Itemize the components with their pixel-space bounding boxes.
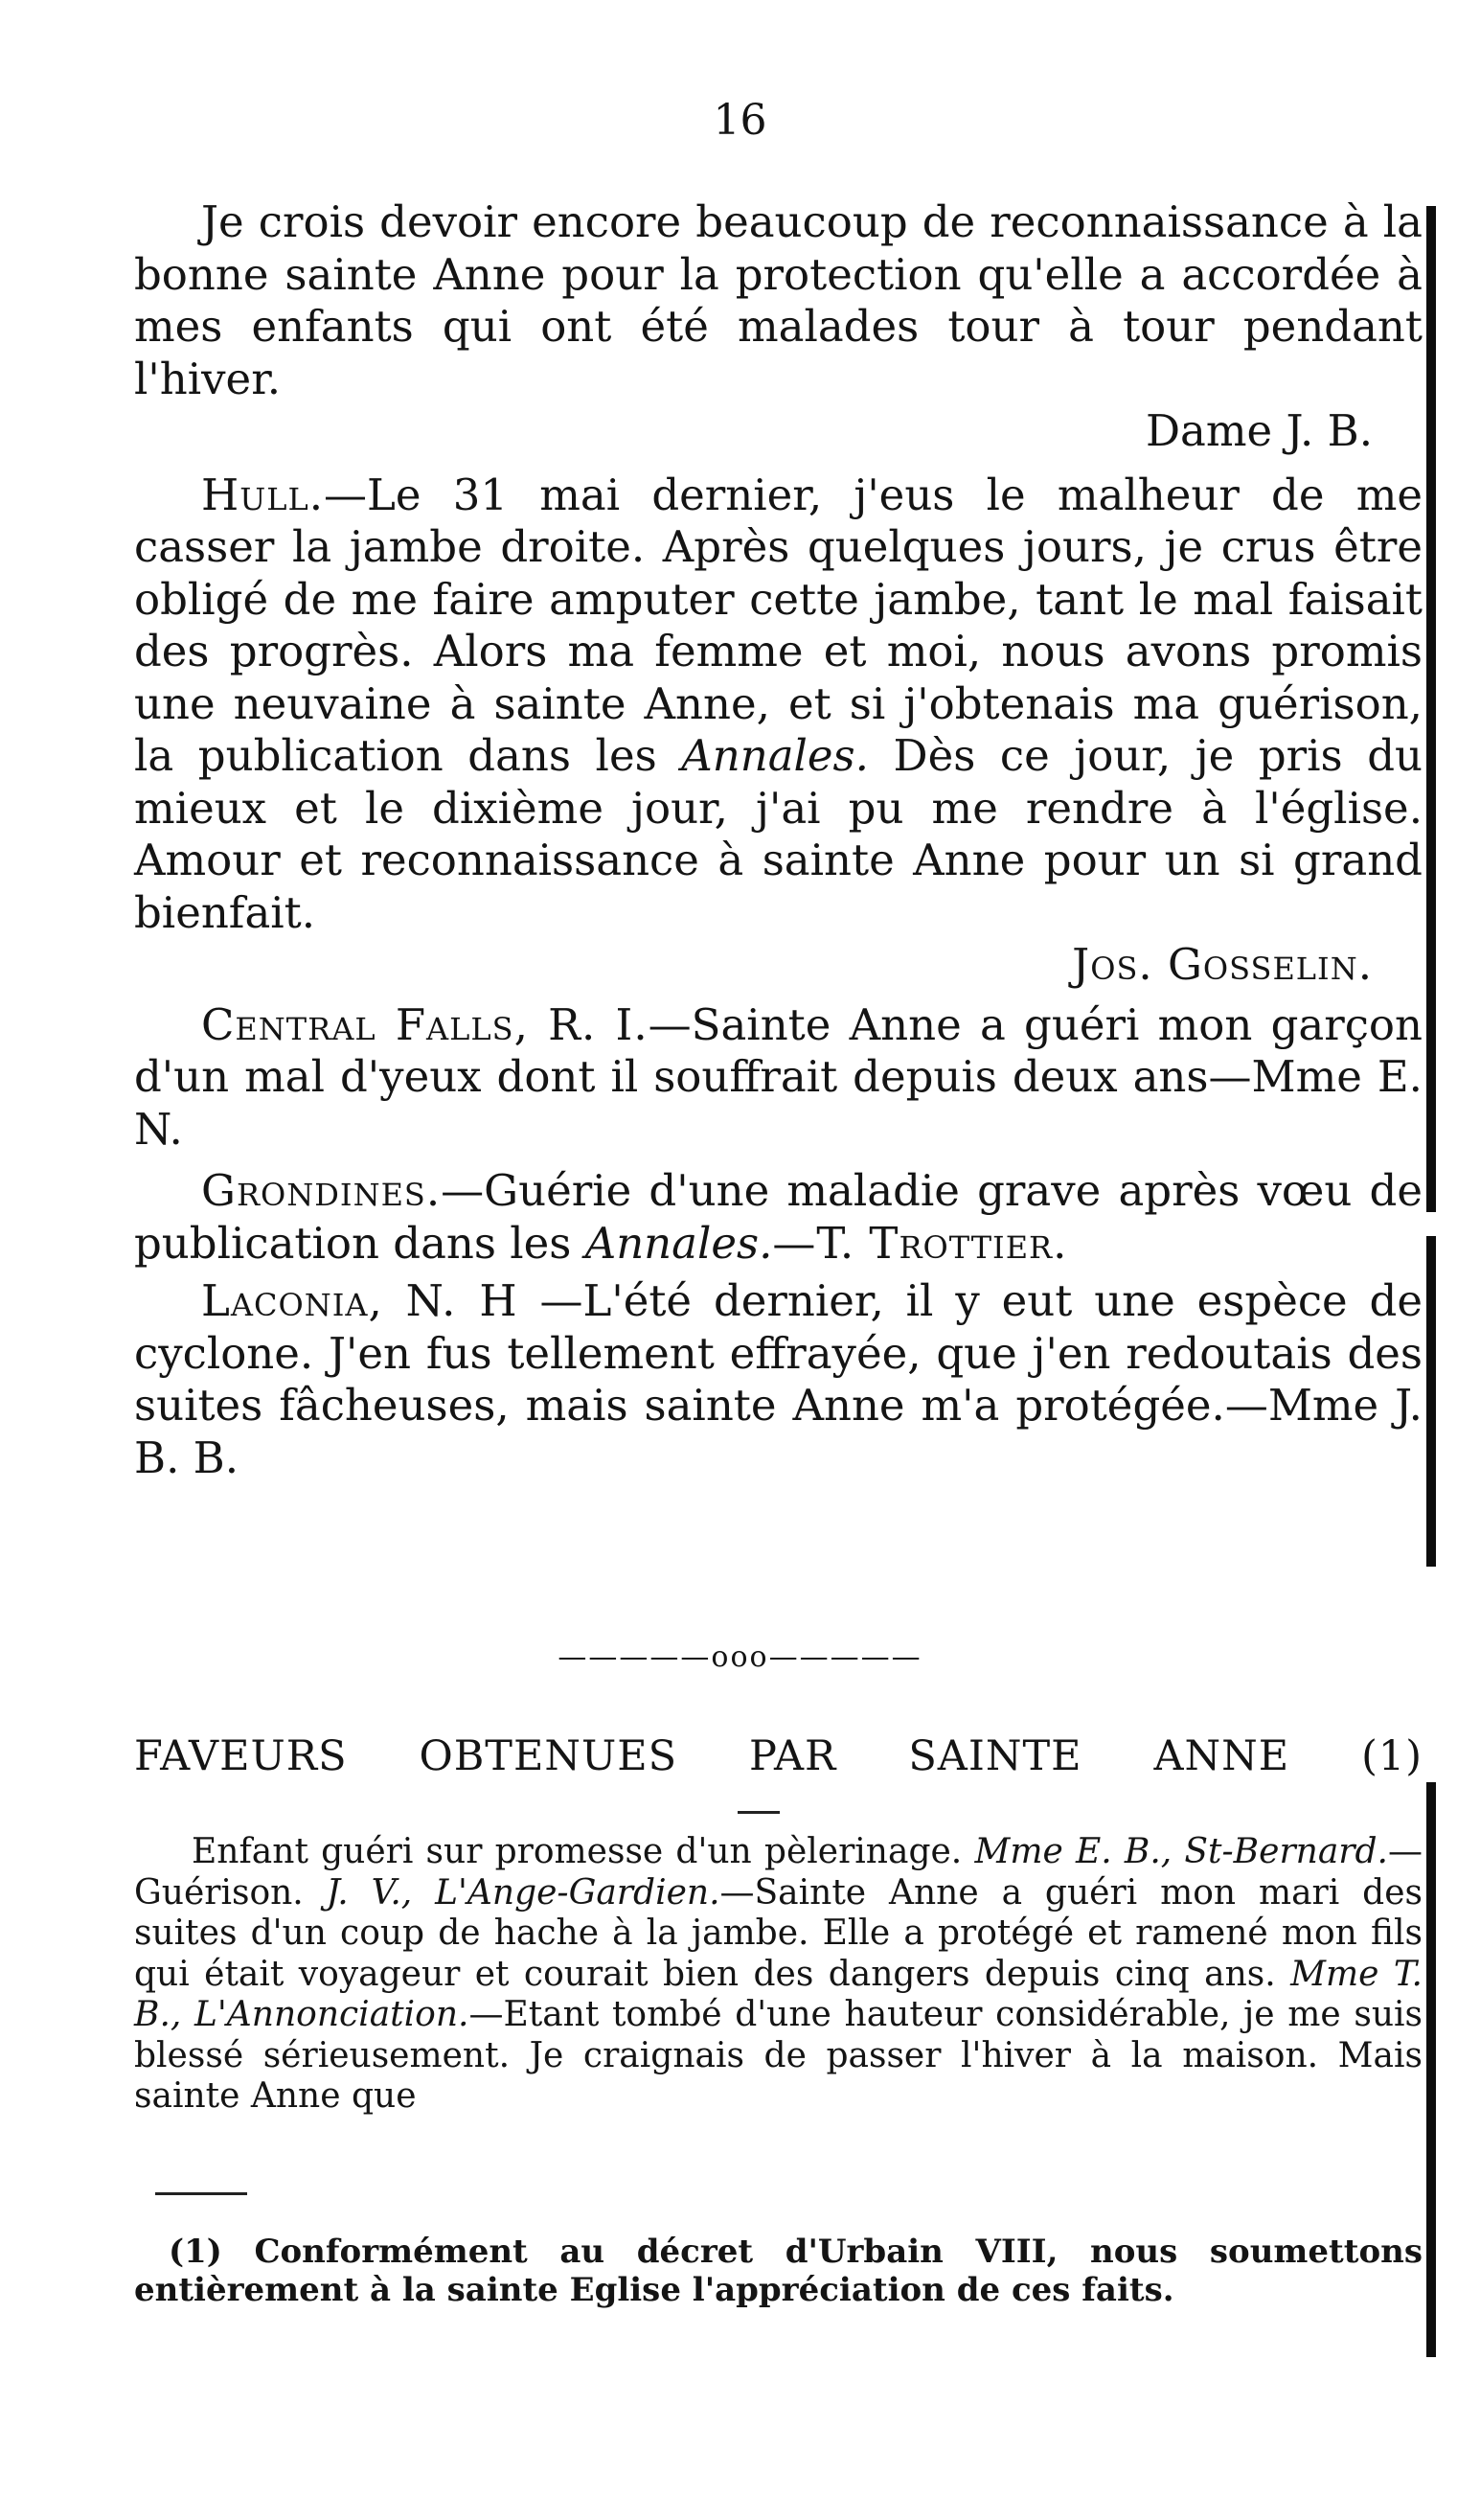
signature: J. V., L'Ange-Gardien. <box>326 1872 720 1913</box>
place-name: Central Falls, R. I. <box>201 998 649 1050</box>
place-name: Laconia, N. H <box>201 1275 518 1326</box>
testimonial-4 <box>134 1165 1423 1270</box>
testimonial-3 <box>134 999 1423 1157</box>
section-separator: —————ooo————— <box>558 1640 922 1674</box>
testimonial-1 <box>134 196 1423 405</box>
testimonial-list <box>134 196 1423 1484</box>
italic-title: Annales. <box>681 730 869 781</box>
footnote: (1) Conformément au décret d'Urbain VIII, nous soumettons entièrement à la sainte Eglise l'appréciation de ces faits. <box>134 2233 1423 2309</box>
testimonial-text: —Sainte Anne a guéri mon garçon d'un mal d'yeux dont il souffrait depuis deux ans—Mme E. N. <box>134 998 1423 1155</box>
testimonial-5 <box>134 1275 1423 1484</box>
testimonial-text-cont: Dès ce jour, je pris du mieux et le dixième jour, j'ai pu me rendre à l'église. Amour et reconnaissance à sainte Anne pour un si grand bienfait. <box>134 730 1423 938</box>
page-number: 16 <box>713 96 767 145</box>
page-edge-shadow <box>1426 206 1436 1212</box>
italic-title: Annales. <box>584 1217 773 1269</box>
place-name: Grondines. <box>201 1165 442 1216</box>
signature: Jos. Gosselin. <box>1072 939 1373 990</box>
favors-paragraph: Enfant guéri sur promesse d'un pèlerinage. Mme E. B., St-Bernard.—Guérison. J. V., L'Ange-Gardien.—Sainte Anne a guéri mon mari des suites d'un coup de hache à la jambe. Elle a protégé et ramené mon fils qui était voyageur et courait bien des dangers depuis cinq ans. Mme T. B., L'Annonciation.—Etant tombé d'une hauteur considérable, je me suis blessé sérieusement. Je craignais de passer l'hiver à la maison. Mais sainte Anne que <box>134 1832 1423 2116</box>
page-edge-shadow <box>1426 1782 1436 2357</box>
testimonial-text: Je crois devoir encore beaucoup de reconnaissance à la bonne sainte Anne pour la protection qu'elle a accordée à mes enfants qui ont été malades tour à tour pendant l'hiver. <box>134 196 1423 404</box>
testimonial-text: —Guérie d'une maladie grave après vœu de publication dans les <box>134 1165 1423 1269</box>
section-heading: FAVEURS OBTENUES PAR SAINTE ANNE (1) <box>134 1732 1423 1780</box>
place-name: Hull. <box>201 469 325 520</box>
page-edge-shadow <box>1426 1236 1436 1567</box>
testimonial-text: —Le 31 mai dernier, j'eus le malheur de me casser la jambe droite. Après quelques jours, je crus être obligé de me faire amputer cette jambe, tant le mal faisait des progrès. Alors ma femme et moi, nous avons promis une neuvaine à sainte Anne, et si j'obtenais ma guérison, la publication dans les <box>134 469 1423 781</box>
signature: Mme E. B., St-Bernard. <box>974 1832 1388 1871</box>
signature: Mme T. B., L'Annonciation. <box>134 1954 1423 2034</box>
signature: Dame J. B. <box>1145 405 1373 456</box>
testimonial-text: —L'été dernier, il y eut une espèce de cyclone. J'en fus tellement effrayée, que j'en redoutais des suites fâcheuses, mais sainte Anne m'a protégée.—Mme J. B. B. <box>134 1275 1423 1483</box>
testimonial-2 <box>134 470 1423 940</box>
signature: —T. Trottier. <box>772 1217 1068 1269</box>
footnote-rule <box>155 2192 247 2195</box>
heading-rule <box>738 1811 780 1814</box>
